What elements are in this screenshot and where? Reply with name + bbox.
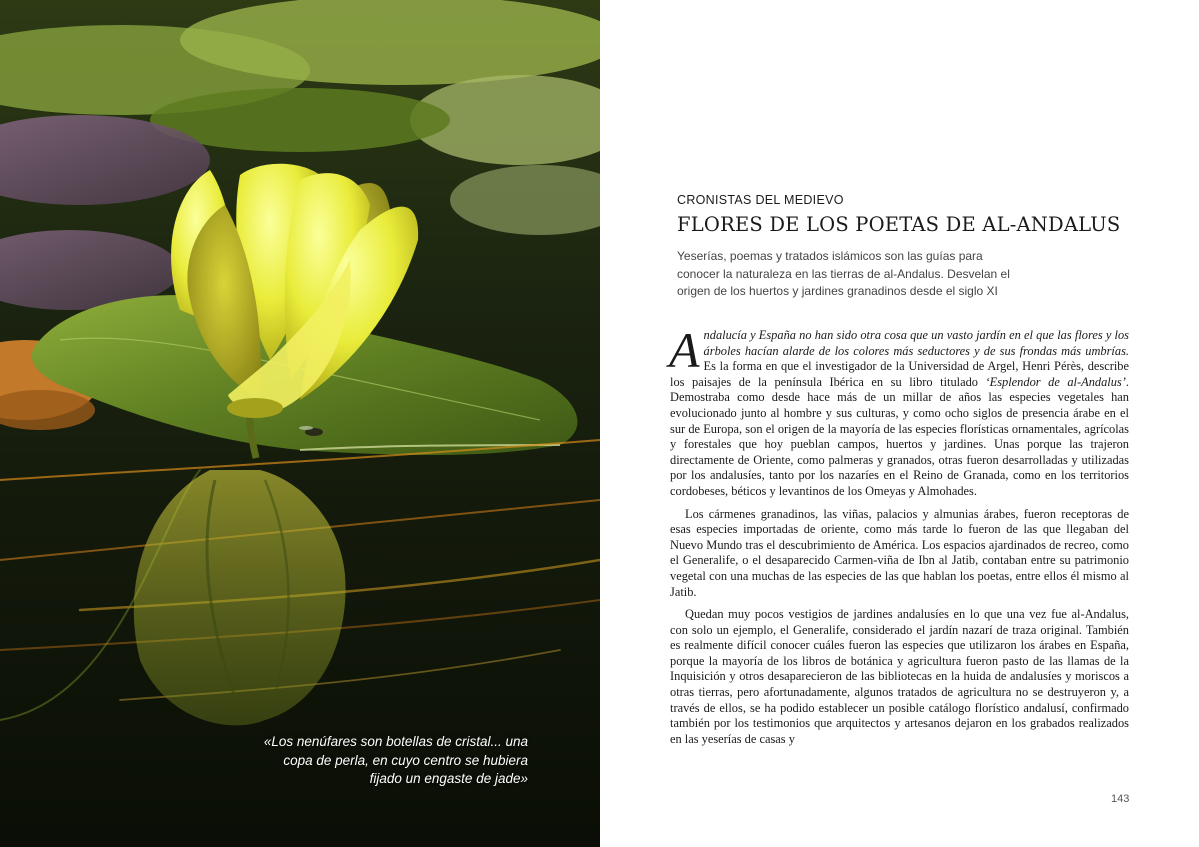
book-title: ‘Esplendor de al-Andalus’ [985, 374, 1126, 389]
article-title: FLORES DE LOS POETAS DE AL-ANDALUS [677, 213, 1121, 236]
paragraph-text: Es la forma en que el investigador de la Universidad de Argel, Henri Pérès, describe los paisajes de la península Ibérica en su libro titulado [670, 359, 1129, 389]
caption-line: «Los nenúfares son botellas de cristal... una [263, 734, 528, 749]
flower-reflection [134, 470, 346, 725]
paragraph: Quedan muy pocos vestigios de jardines andalusíes en lo que una vez fue al-Andalus, con solo un ejemplo, el Generalife, considerado el jardín nazarí de traza original. También es realmente difícil conocer cuáles fueron las especies que utilizaron los árabes en España, porque la mayoría de los libros de botánica y agricultura fueron pasto de las llamas de la Inquisición y otros desaparecieron de las bibliotecas en la huida de andalusíes y moriscos a otras tierras, pero afortunadamente, algunos tratados de agricultura no se destruyeron y, a través de ellos, se ha podido establecer un posible catálogo florístico andalusí, confirmado también por los testimonios que arquitectos y artesanos dejaron en los grabados realizados en las yeserías de casas y [670, 607, 1129, 746]
paragraph: Los cármenes granadinos, las viñas, palacios y almunias árabes, fueron receptoras de esas especies importadas de oriente, como más tarde lo fueron de las que llegaban del Nuevo Mundo tras el descubrimiento de América. Los espacios ajardinados de recreo, como el Generalife, o el desaparecido Carmen-viña de Ibn al Jatib, contaban entre su patrimonio vegetal con una muchas de las especies de las que hablan los poetas, entre ellos él mismo al Jatib. [670, 506, 1129, 599]
section-label: CRONISTAS DEL MEDIEVO [677, 193, 844, 207]
paragraph-text: . Demostraba como desde hace más de un millar de años las especies vegetales han evolucionado junto al hombre y sus culturas, y como ocho siglos de presencia árabe en el sur de Europa, son el origen de la mayoría de las especies florísticas ornamentales, agrícolas y forestales que hoy pueblan campos, huertos y jardines. Unas porque las trajeron directamente de Oriente, como palmeras y granados, otras fueron desarrolladas y utilizadas por los andalusíes, tanto por los nazaríes en el Reino de Granada, como en los territorios cordobeses, béticos y levantinos de los Omeyas y Almohades. [670, 374, 1129, 498]
article-body [669, 322, 1129, 754]
drop-cap: A [669, 322, 700, 378]
paragraph [669, 322, 1129, 500]
page-number: 143 [1111, 793, 1130, 805]
caption-line: copa de perla, en cuyo centro se hubiera [283, 752, 528, 768]
photo-caption [228, 733, 528, 789]
article-page [600, 0, 1199, 847]
article-subtitle: Yeserías, poemas y tratados islámicos son las guías para conocer la naturaleza en las tierras de al-Andalus. Desvelan el origen de los huertos y jardines granadinos desde el siglo XI [677, 249, 1010, 298]
caption-line: fijado un engaste de jade» [369, 771, 528, 786]
italic-lead: ndalucía y España no han sido otra cosa que un vasto jardín en el que las flores y los árboles hacían alarde de los colores más seductores y de sus frondas más umbrías. [703, 328, 1129, 358]
